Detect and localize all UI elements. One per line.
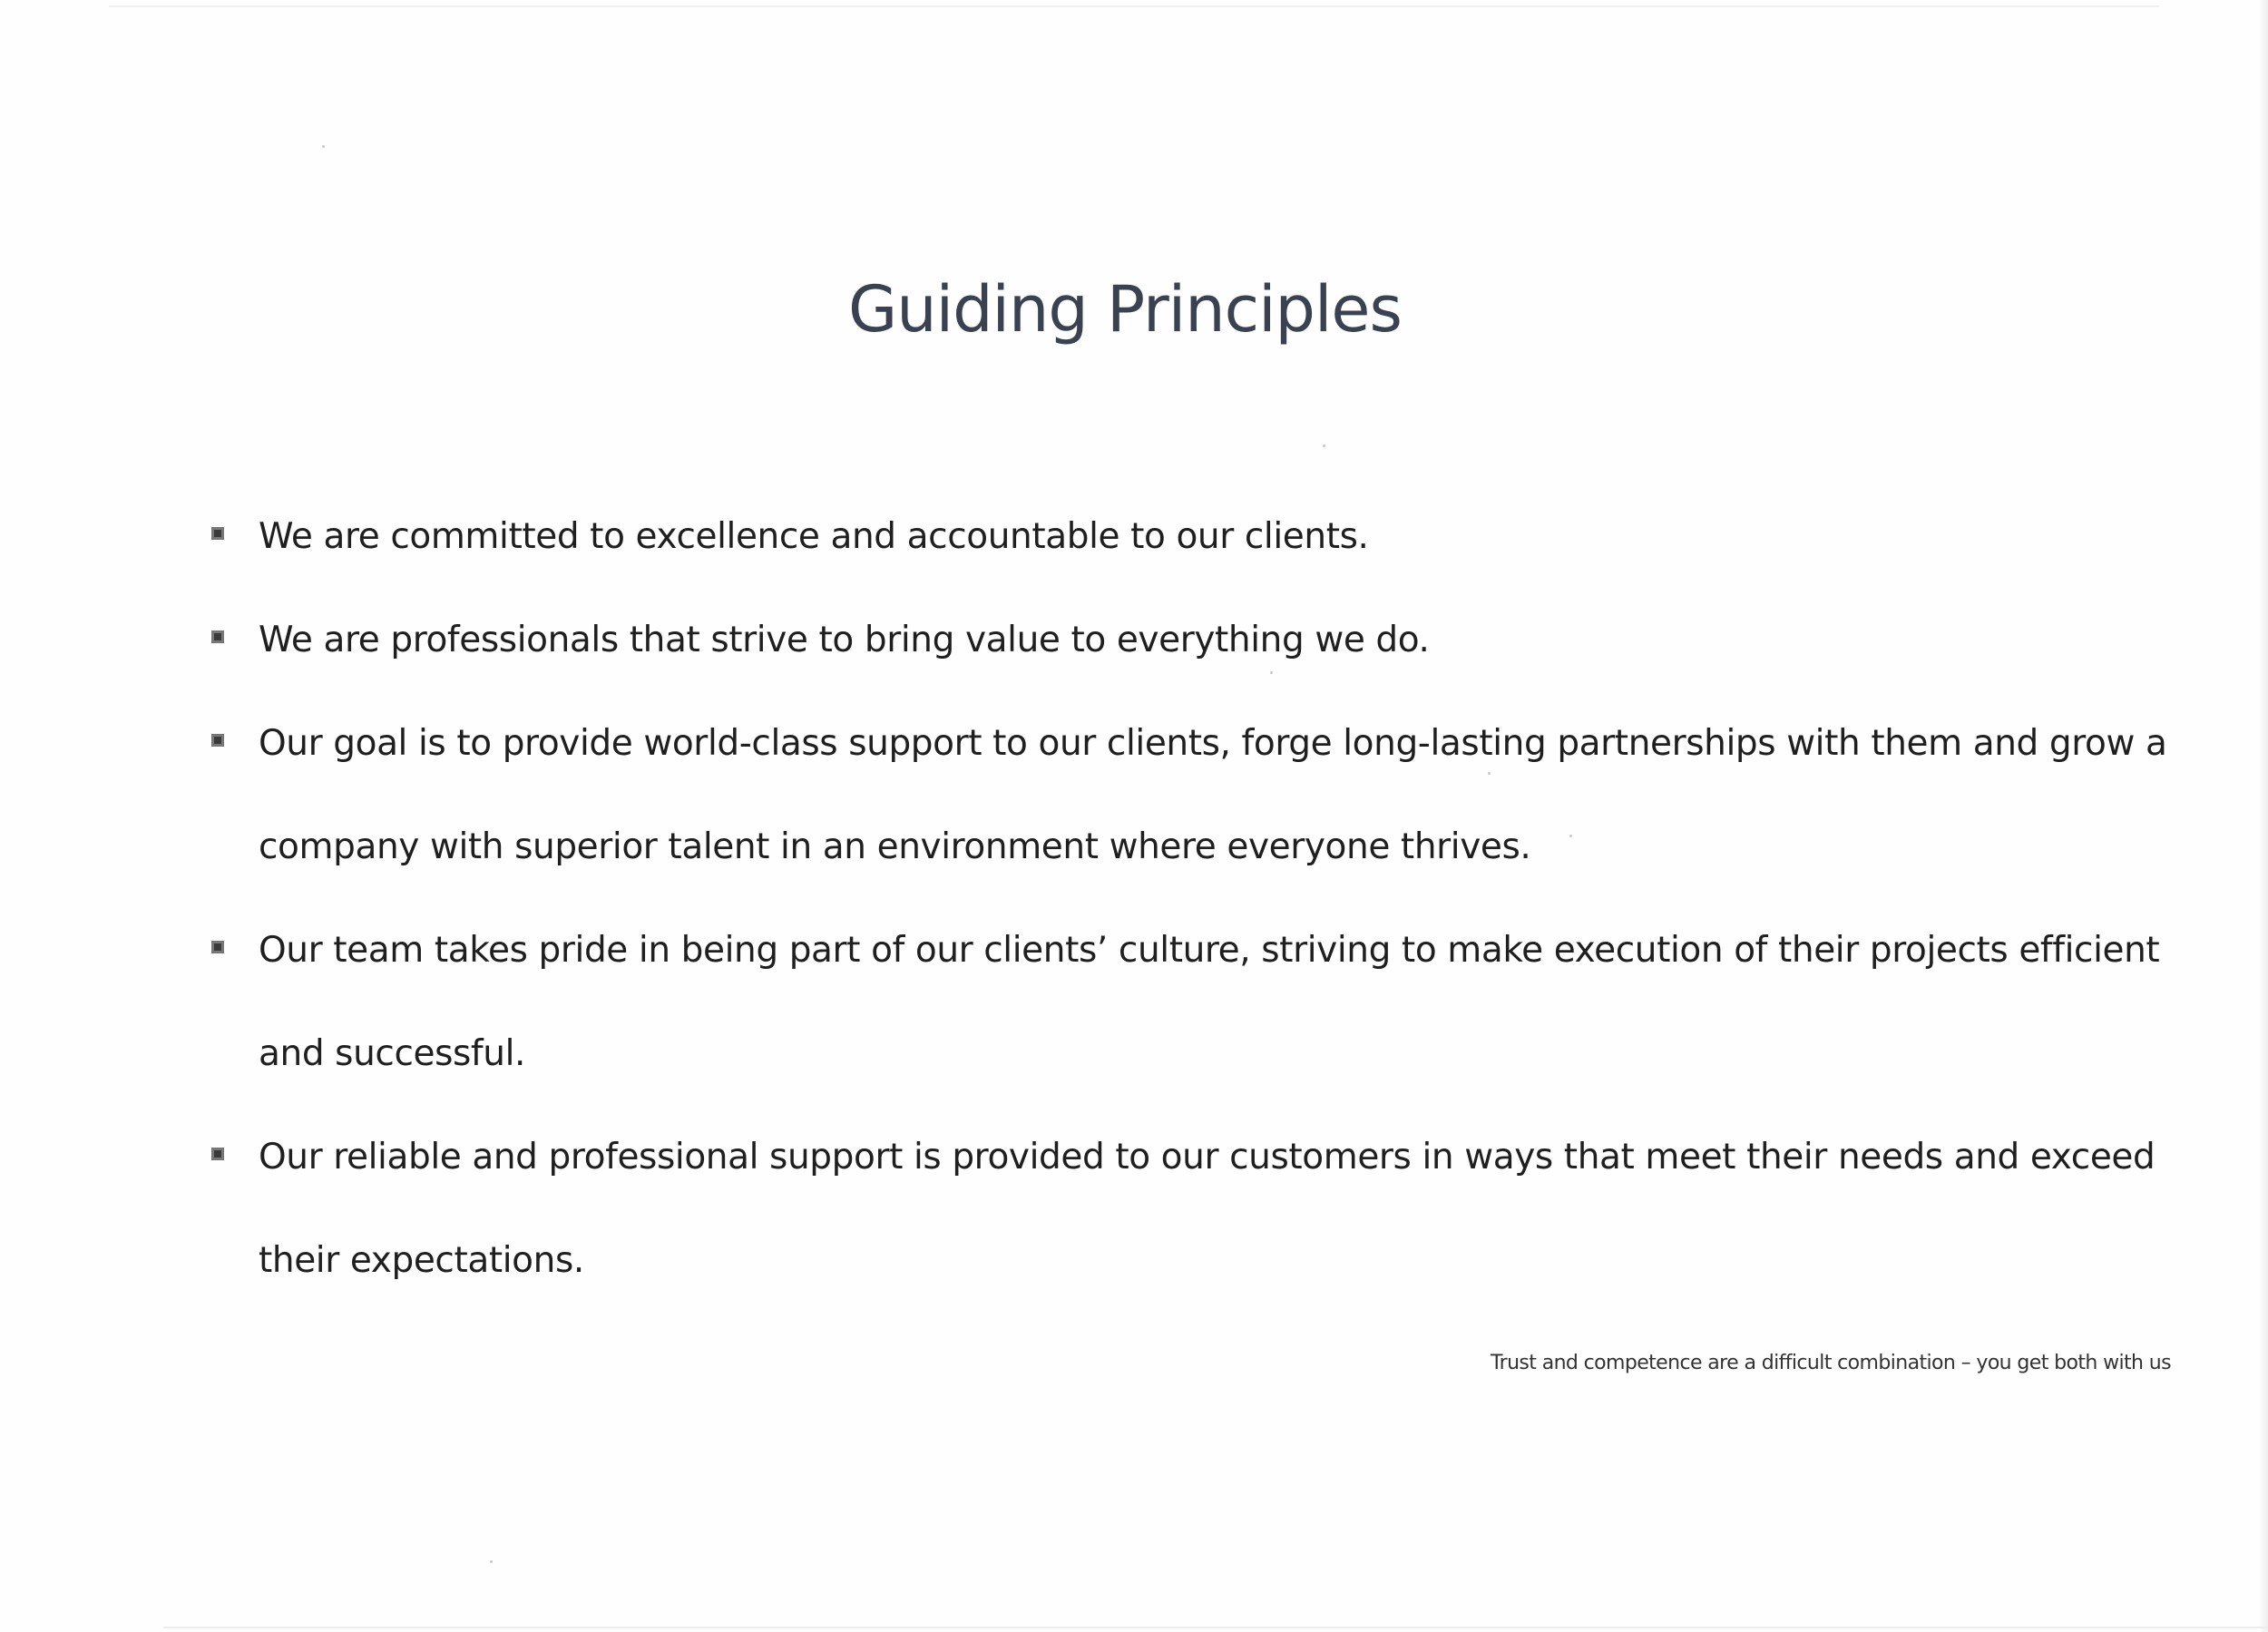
page-edge-bottom xyxy=(163,1627,2268,1628)
principle-item xyxy=(209,899,2186,1106)
principle-text: We are professionals that strive to bring value to everything we do. xyxy=(259,620,1430,660)
page-edge-top xyxy=(109,5,2159,7)
principle-text: Our team takes pride in being part of our clients’ culture, striving to make execution of their projects efficient and successful. xyxy=(259,930,2160,1074)
square-bullet-icon xyxy=(211,630,224,643)
page-title: Guiding Principles xyxy=(848,272,1402,347)
principle-text: We are committed to excellence and accountable to our clients. xyxy=(259,516,1369,557)
scan-speck xyxy=(1488,772,1491,775)
principle-item xyxy=(209,589,2186,692)
page-edge-right xyxy=(2261,0,2268,1632)
square-bullet-icon xyxy=(211,941,224,953)
square-bullet-icon xyxy=(211,734,224,747)
principle-item xyxy=(209,692,2186,899)
square-bullet-icon xyxy=(211,527,224,540)
principle-text: Our goal is to provide world-class support to our clients, forge long-lasting partnerships with them and grow a company with superior talent in an environment where everyone thrives. xyxy=(259,723,2167,867)
principle-item xyxy=(209,485,2186,589)
principle-item xyxy=(209,1106,2186,1313)
principles-list xyxy=(209,485,2186,1313)
scan-speck xyxy=(1270,671,1273,674)
scan-speck xyxy=(490,1560,493,1563)
square-bullet-icon xyxy=(211,1148,224,1160)
scan-speck xyxy=(1569,835,1572,837)
tagline: Trust and competence are a difficult combination – you get both with us xyxy=(1491,1352,2171,1374)
scan-speck xyxy=(322,145,325,148)
scan-speck xyxy=(1323,445,1325,447)
principle-text: Our reliable and professional support is provided to our customers in ways that meet their needs and exceed their expectations. xyxy=(259,1137,2156,1281)
